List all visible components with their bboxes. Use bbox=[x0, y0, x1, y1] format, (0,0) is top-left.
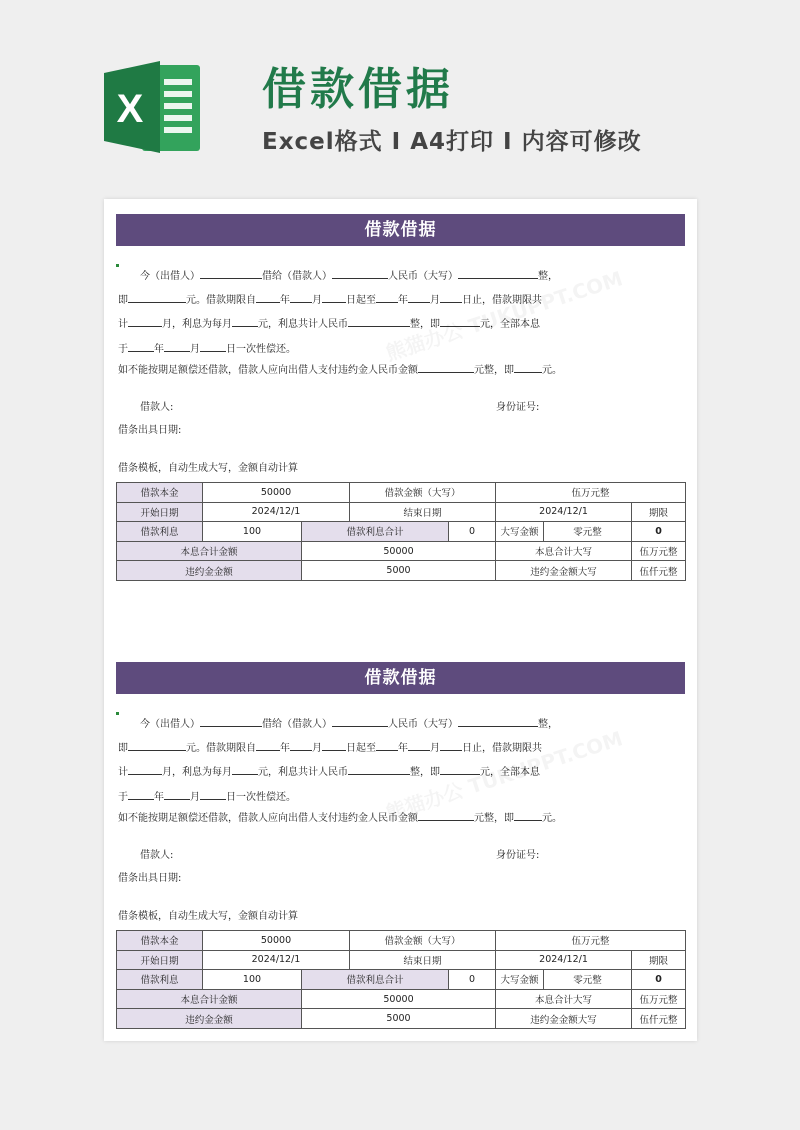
principal-label: 借款本金 bbox=[117, 931, 203, 951]
loan-receipt-section bbox=[116, 662, 685, 1035]
page-subtitle: Excel格式 I A4打印 I 内容可修改 bbox=[262, 129, 642, 155]
term-value[interactable]: 0 bbox=[632, 522, 686, 542]
table-row bbox=[117, 931, 686, 951]
table-row bbox=[117, 989, 686, 1009]
amount-upper-label: 借款金额（大写） bbox=[350, 483, 496, 503]
total-value[interactable]: 50000 bbox=[302, 541, 496, 561]
penalty-label: 违约金金额 bbox=[117, 1009, 302, 1029]
penalty-label: 违约金金额 bbox=[117, 561, 302, 581]
template-note: 借条模板，自动生成大写，金额自动计算 bbox=[118, 911, 298, 922]
table-row bbox=[117, 561, 686, 581]
term-label: 期限 bbox=[632, 950, 686, 970]
contract-line-2: 即 元。借款期限自 年 月 日起至 年 月 日止，借款期限共 bbox=[118, 292, 542, 308]
section-title: 借款借据 bbox=[116, 214, 685, 246]
term-value[interactable]: 0 bbox=[632, 970, 686, 990]
interest-upper-label: 大写金额 bbox=[496, 522, 544, 542]
issue-date-label: 借条出具日期: bbox=[118, 425, 182, 436]
cell-marker bbox=[116, 712, 119, 715]
total-upper-value[interactable]: 伍万元整 bbox=[632, 989, 686, 1009]
contract-line-5: 如不能按期足额偿还借款，借款人应向出借人支付违约金人民币金额 元整，即 元。 bbox=[118, 362, 562, 378]
amount-upper-value[interactable]: 伍万元整 bbox=[496, 483, 686, 503]
principal-value[interactable]: 50000 bbox=[203, 483, 350, 503]
page-title: 借款借据 bbox=[262, 64, 454, 115]
section-title: 借款借据 bbox=[116, 662, 685, 694]
table-row bbox=[117, 950, 686, 970]
issue-date-label: 借条出具日期: bbox=[118, 873, 182, 884]
start-date-value[interactable]: 2024/12/1 bbox=[203, 502, 350, 522]
end-date-label: 结束日期 bbox=[350, 950, 496, 970]
interest-value[interactable]: 100 bbox=[203, 970, 302, 990]
contract-line-3: 计 月，利息为每月 元，利息共计人民币 整，即 元，全部本息 bbox=[118, 316, 540, 332]
end-date-value[interactable]: 2024/12/1 bbox=[496, 502, 632, 522]
interest-upper-value[interactable]: 零元整 bbox=[544, 522, 632, 542]
principal-label: 借款本金 bbox=[117, 483, 203, 503]
loan-receipt-section bbox=[116, 214, 685, 587]
table-row bbox=[117, 483, 686, 503]
total-label: 本息合计金额 bbox=[117, 989, 302, 1009]
total-upper-label: 本息合计大写 bbox=[496, 989, 632, 1009]
id-number-label: 身份证号: bbox=[496, 850, 540, 861]
end-date-value[interactable]: 2024/12/1 bbox=[496, 950, 632, 970]
contract-line-3: 计 月，利息为每月 元，利息共计人民币 整，即 元，全部本息 bbox=[118, 764, 540, 780]
id-number-label: 身份证号: bbox=[496, 402, 540, 413]
penalty-upper-value[interactable]: 伍仟元整 bbox=[632, 1009, 686, 1029]
interest-total-label: 借款利息合计 bbox=[302, 970, 449, 990]
total-label: 本息合计金额 bbox=[117, 541, 302, 561]
table-row bbox=[117, 970, 686, 990]
interest-label: 借款利息 bbox=[117, 522, 203, 542]
total-upper-label: 本息合计大写 bbox=[496, 541, 632, 561]
interest-label: 借款利息 bbox=[117, 970, 203, 990]
interest-upper-label: 大写金额 bbox=[496, 970, 544, 990]
interest-total-label: 借款利息合计 bbox=[302, 522, 449, 542]
contract-line-2: 即 元。借款期限自 年 月 日起至 年 月 日止，借款期限共 bbox=[118, 740, 542, 756]
contract-line-4: 于 年 月 日一次性偿还。 bbox=[118, 789, 296, 805]
penalty-value[interactable]: 5000 bbox=[302, 561, 496, 581]
end-date-label: 结束日期 bbox=[350, 502, 496, 522]
calculation-table bbox=[116, 930, 686, 1029]
interest-value[interactable]: 100 bbox=[203, 522, 302, 542]
contract-line-4: 于 年 月 日一次性偿还。 bbox=[118, 341, 296, 357]
total-value[interactable]: 50000 bbox=[302, 989, 496, 1009]
table-row bbox=[117, 1009, 686, 1029]
penalty-value[interactable]: 5000 bbox=[302, 1009, 496, 1029]
borrower-label: 借款人: bbox=[140, 850, 174, 861]
calculation-table bbox=[116, 482, 686, 581]
excel-logo-icon bbox=[104, 59, 204, 155]
start-date-label: 开始日期 bbox=[117, 502, 203, 522]
start-date-value[interactable]: 2024/12/1 bbox=[203, 950, 350, 970]
table-row bbox=[117, 522, 686, 542]
contract-line-5: 如不能按期足额偿还借款，借款人应向出借人支付违约金人民币金额 元整，即 元。 bbox=[118, 810, 562, 826]
table-row bbox=[117, 541, 686, 561]
contract-line-1: 今（出借人） 借给（借款人） 人民币（大写） 整， bbox=[140, 716, 558, 732]
interest-total-value[interactable]: 0 bbox=[449, 522, 496, 542]
contract-line-1: 今（出借人） 借给（借款人） 人民币（大写） 整， bbox=[140, 268, 558, 284]
penalty-upper-value[interactable]: 伍仟元整 bbox=[632, 561, 686, 581]
term-label: 期限 bbox=[632, 502, 686, 522]
amount-upper-label: 借款金额（大写） bbox=[350, 931, 496, 951]
penalty-upper-label: 违约金金额大写 bbox=[496, 1009, 632, 1029]
interest-total-value[interactable]: 0 bbox=[449, 970, 496, 990]
interest-upper-value[interactable]: 零元整 bbox=[544, 970, 632, 990]
total-upper-value[interactable]: 伍万元整 bbox=[632, 541, 686, 561]
template-note: 借条模板，自动生成大写，金额自动计算 bbox=[118, 463, 298, 474]
amount-upper-value[interactable]: 伍万元整 bbox=[496, 931, 686, 951]
document-sheet bbox=[104, 199, 697, 1041]
cell-marker bbox=[116, 264, 119, 267]
borrower-label: 借款人: bbox=[140, 402, 174, 413]
banner bbox=[0, 0, 800, 195]
logo-letter: X bbox=[116, 87, 144, 131]
penalty-upper-label: 违约金金额大写 bbox=[496, 561, 632, 581]
table-row bbox=[117, 502, 686, 522]
principal-value[interactable]: 50000 bbox=[203, 931, 350, 951]
start-date-label: 开始日期 bbox=[117, 950, 203, 970]
